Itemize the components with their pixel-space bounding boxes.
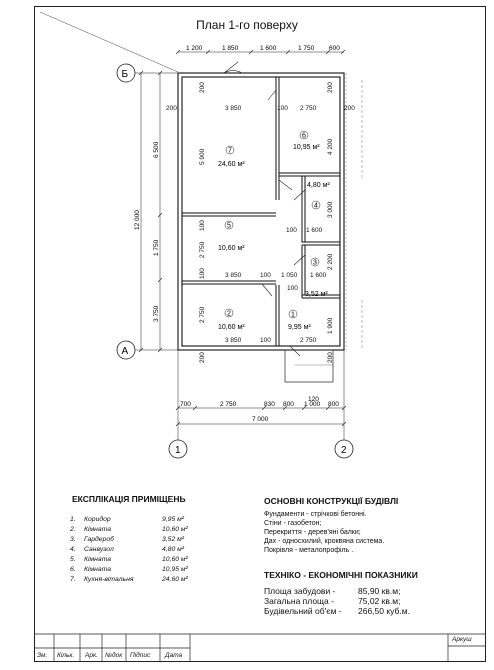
dim-r3-height: 2 200: [327, 253, 334, 270]
explication-number: 6.: [70, 566, 76, 573]
room-2-number: 2: [227, 310, 231, 318]
explication-number: 1.: [70, 516, 76, 523]
bottom-dim-5: 1 000: [304, 401, 321, 408]
dim-r2-wall: 100: [260, 337, 271, 344]
tep-label: Площа забудови -: [264, 586, 336, 596]
dim-r2-height: 2 750: [199, 306, 206, 323]
explication-area: 10,95 м²: [162, 566, 188, 573]
dim-mid-1050: 1 050: [281, 272, 298, 279]
explication-name: Санвузол: [84, 546, 114, 553]
left-dim-3: 3 750: [153, 305, 160, 322]
stamp-cell-pidpys: Підпис: [130, 652, 151, 659]
room-6-area: 10,95 м²: [293, 144, 320, 151]
dim-r5-height: 2 750: [199, 241, 206, 258]
stamp-cell-data: Дата: [165, 652, 183, 659]
dim-r7-width: 3 850: [225, 105, 242, 112]
dim-r3-width: 1 600: [310, 272, 327, 279]
top-dim-2: 1 850: [222, 45, 239, 52]
dim-r4-height: 3 000: [327, 201, 334, 218]
construction-line: Дах - односхилий, кроквяна система.: [264, 538, 385, 545]
dim-r6-top: 200: [327, 82, 334, 93]
explication-number: 5.: [70, 556, 76, 563]
bottom-dim-extra: 120: [308, 396, 319, 403]
dim-r1-bottom: 200: [327, 352, 334, 363]
tep-value: 266,50 куб.м.: [358, 606, 410, 616]
explication-number: 2.: [70, 526, 76, 533]
page-title: План 1-го поверху: [196, 18, 298, 32]
tep-row: [264, 596, 424, 606]
stamp-cell-ark: Арк.: [85, 652, 98, 659]
axis-label-a: А: [121, 346, 129, 357]
explication-name: Гардероб: [84, 536, 114, 543]
dim-r7-height: 5 900: [199, 148, 206, 165]
stamp-cell-zm: Зм.: [37, 652, 48, 659]
axis-label-b: Б: [121, 69, 129, 80]
room-1-number: 1: [291, 311, 295, 319]
room-4-area: 4,80 м²: [307, 182, 330, 189]
entrance-porch: [285, 350, 333, 382]
tep-value: 75,02 кв.м;: [358, 596, 401, 606]
explication-area: 24,60 м²: [162, 576, 188, 583]
explication-name: Коридор: [84, 516, 111, 523]
dim-r5-width: 3 850: [225, 272, 242, 279]
dim-r4-wall: 100: [286, 227, 297, 234]
left-dim-1: 6 500: [153, 141, 160, 158]
dim-r6-width: 2 750: [300, 105, 317, 112]
explication-number: 4.: [70, 546, 76, 553]
top-dim-3: 1 600: [260, 45, 277, 52]
bottom-dim-1: 700: [180, 401, 191, 408]
dim-r7-wall: 100: [277, 105, 288, 112]
tep-heading: ТЕХНІКО - ЕКОНОМІЧНІ ПОКАЗНИКИ: [264, 570, 418, 580]
explication-area: 3,52 м²: [162, 536, 185, 543]
explication-number: 3.: [70, 536, 76, 543]
explication-name: Кімната: [84, 566, 112, 573]
dim-r1-height: 1 900: [327, 317, 334, 334]
tep-label: Будівельний об'єм -: [264, 606, 342, 616]
dim-mid-wall: 100: [260, 272, 271, 279]
room-5-number: 5: [227, 222, 231, 230]
dim-r7-top: 200: [199, 82, 206, 93]
dim-r2-width: 3 850: [225, 337, 242, 344]
top-dim-4: 1 750: [298, 45, 315, 52]
room-7-number: 7: [228, 147, 232, 155]
dim-r1-width: 2 750: [300, 337, 317, 344]
axis-label-2: 2: [341, 445, 347, 456]
explication-name: Кімната: [84, 526, 112, 533]
explication-name: Кухня-вітальня: [84, 576, 134, 583]
tep-value: 85,90 кв.м;: [358, 586, 401, 596]
explication-area: 9,95 м²: [162, 516, 185, 523]
top-dim-1: 1 200: [186, 45, 203, 52]
stamp-sheet-label: Аркуш: [452, 636, 472, 643]
explication-name: Кімната: [84, 556, 112, 563]
bottom-dim-6: 800: [328, 401, 339, 408]
room-3-number: 3: [313, 259, 317, 267]
dim-r5-top: 100: [199, 220, 206, 231]
construction-line: Стіни - газобетон;: [264, 520, 322, 527]
room-3-area: 3,52 м²: [305, 291, 328, 298]
constructions-heading: ОСНОВНІ КОНСТРУКЦІЇ БУДІВЛІ: [264, 496, 399, 506]
bottom-dim-total: 7 000: [252, 416, 269, 423]
room-1-area: 9,95 м²: [288, 324, 311, 331]
top-dim-5: 600: [329, 45, 340, 52]
bottom-dim-3: 830: [264, 401, 275, 408]
dim-r5-bottom: 100: [199, 268, 206, 279]
construction-line: Фундаменти - стрічкові бетонні.: [264, 511, 367, 518]
dim-r4-width: 1 600: [306, 227, 323, 234]
bottom-dim-2: 2 750: [220, 401, 237, 408]
dim-r3-wall: 100: [287, 285, 298, 292]
tep-table: [264, 586, 424, 616]
explication-heading: ЕКСПЛІКАЦІЯ ПРИМІЩЕНЬ: [72, 494, 186, 504]
dim-wall-left: 200: [166, 105, 177, 112]
room-7-area: 24,60 м²: [218, 161, 245, 168]
room-5-area: 10,60 м²: [218, 245, 245, 252]
left-dim-total: 12 000: [134, 210, 141, 230]
bottom-dim-4: 800: [283, 401, 294, 408]
room-2-area: 10,60 м²: [218, 324, 245, 331]
explication-area: 10,60 м²: [162, 526, 188, 533]
dim-r6-wall: 200: [344, 105, 355, 112]
stamp-cell-ndok: №док: [105, 652, 123, 659]
left-dim-2: 1 750: [153, 239, 160, 256]
explication-area: 10,60 м²: [162, 556, 188, 563]
tep-row: [264, 606, 424, 616]
tep-row: [264, 586, 424, 596]
construction-line: Перекриття - дерев'яні балки;: [264, 529, 361, 536]
explication-area: 4,80 м²: [162, 546, 185, 553]
room-6-number: 6: [302, 132, 306, 140]
explication-number: 7.: [70, 576, 76, 583]
tep-label: Загальна площа -: [264, 596, 334, 606]
construction-line: Покрівля - металопрофіль .: [264, 547, 354, 554]
constructions-list: [264, 510, 384, 555]
dim-r6-height: 4 200: [327, 138, 334, 155]
room-4-number: 4: [314, 202, 318, 210]
dim-r2-bottom: 200: [199, 352, 206, 363]
axis-label-1: 1: [175, 445, 181, 456]
stamp-cell-kilk: Кільк.: [57, 652, 75, 659]
